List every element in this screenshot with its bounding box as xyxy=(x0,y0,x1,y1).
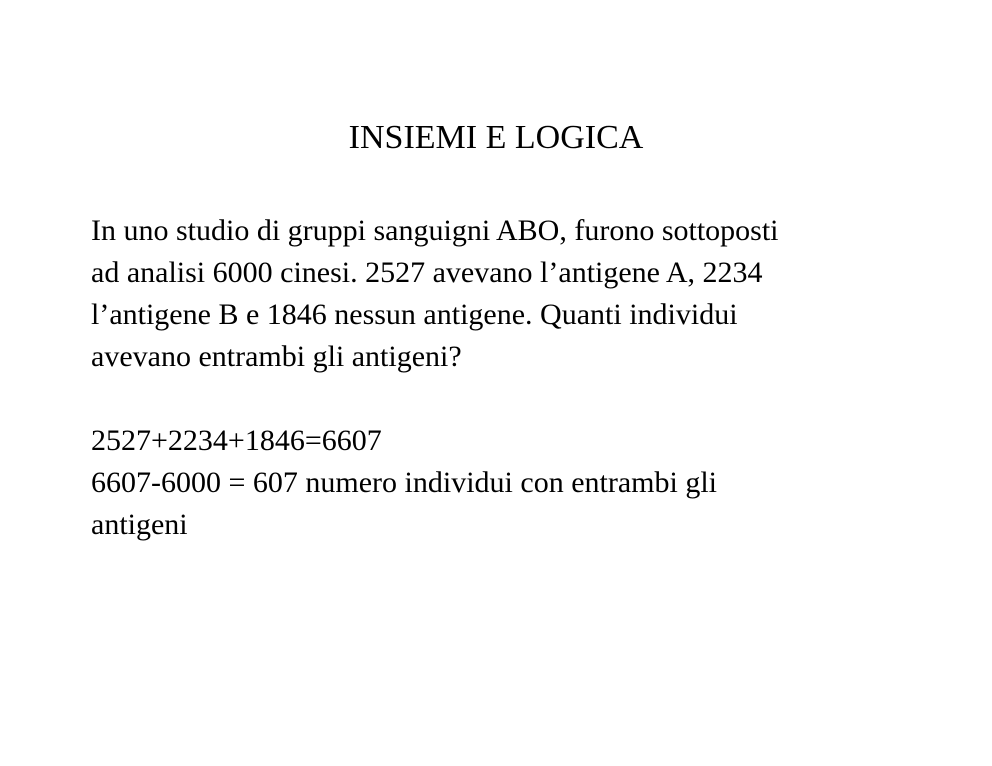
question-paragraph xyxy=(91,210,921,378)
solution-paragraph xyxy=(91,420,921,546)
solution-line: antigeni xyxy=(91,508,188,541)
question-line: avevano entrambi gli antigeni? xyxy=(91,340,462,373)
question-line: l’antigene B e 1846 nessun antigene. Quanti individui xyxy=(91,298,738,331)
slide-title: INSIEMI E LOGICA xyxy=(348,119,644,156)
solution-line: 6607-6000 = 607 numero individui con entrambi gli xyxy=(91,466,718,499)
slide-body xyxy=(91,210,921,546)
paragraph-spacer xyxy=(91,378,921,420)
question-line: ad analisi 6000 cinesi. 2527 avevano l’antigene A, 2234 xyxy=(91,256,763,289)
question-line: In uno studio di gruppi sanguigni ABO, furono sottoposti xyxy=(91,214,779,247)
solution-line: 2527+2234+1846=6607 xyxy=(91,424,382,457)
